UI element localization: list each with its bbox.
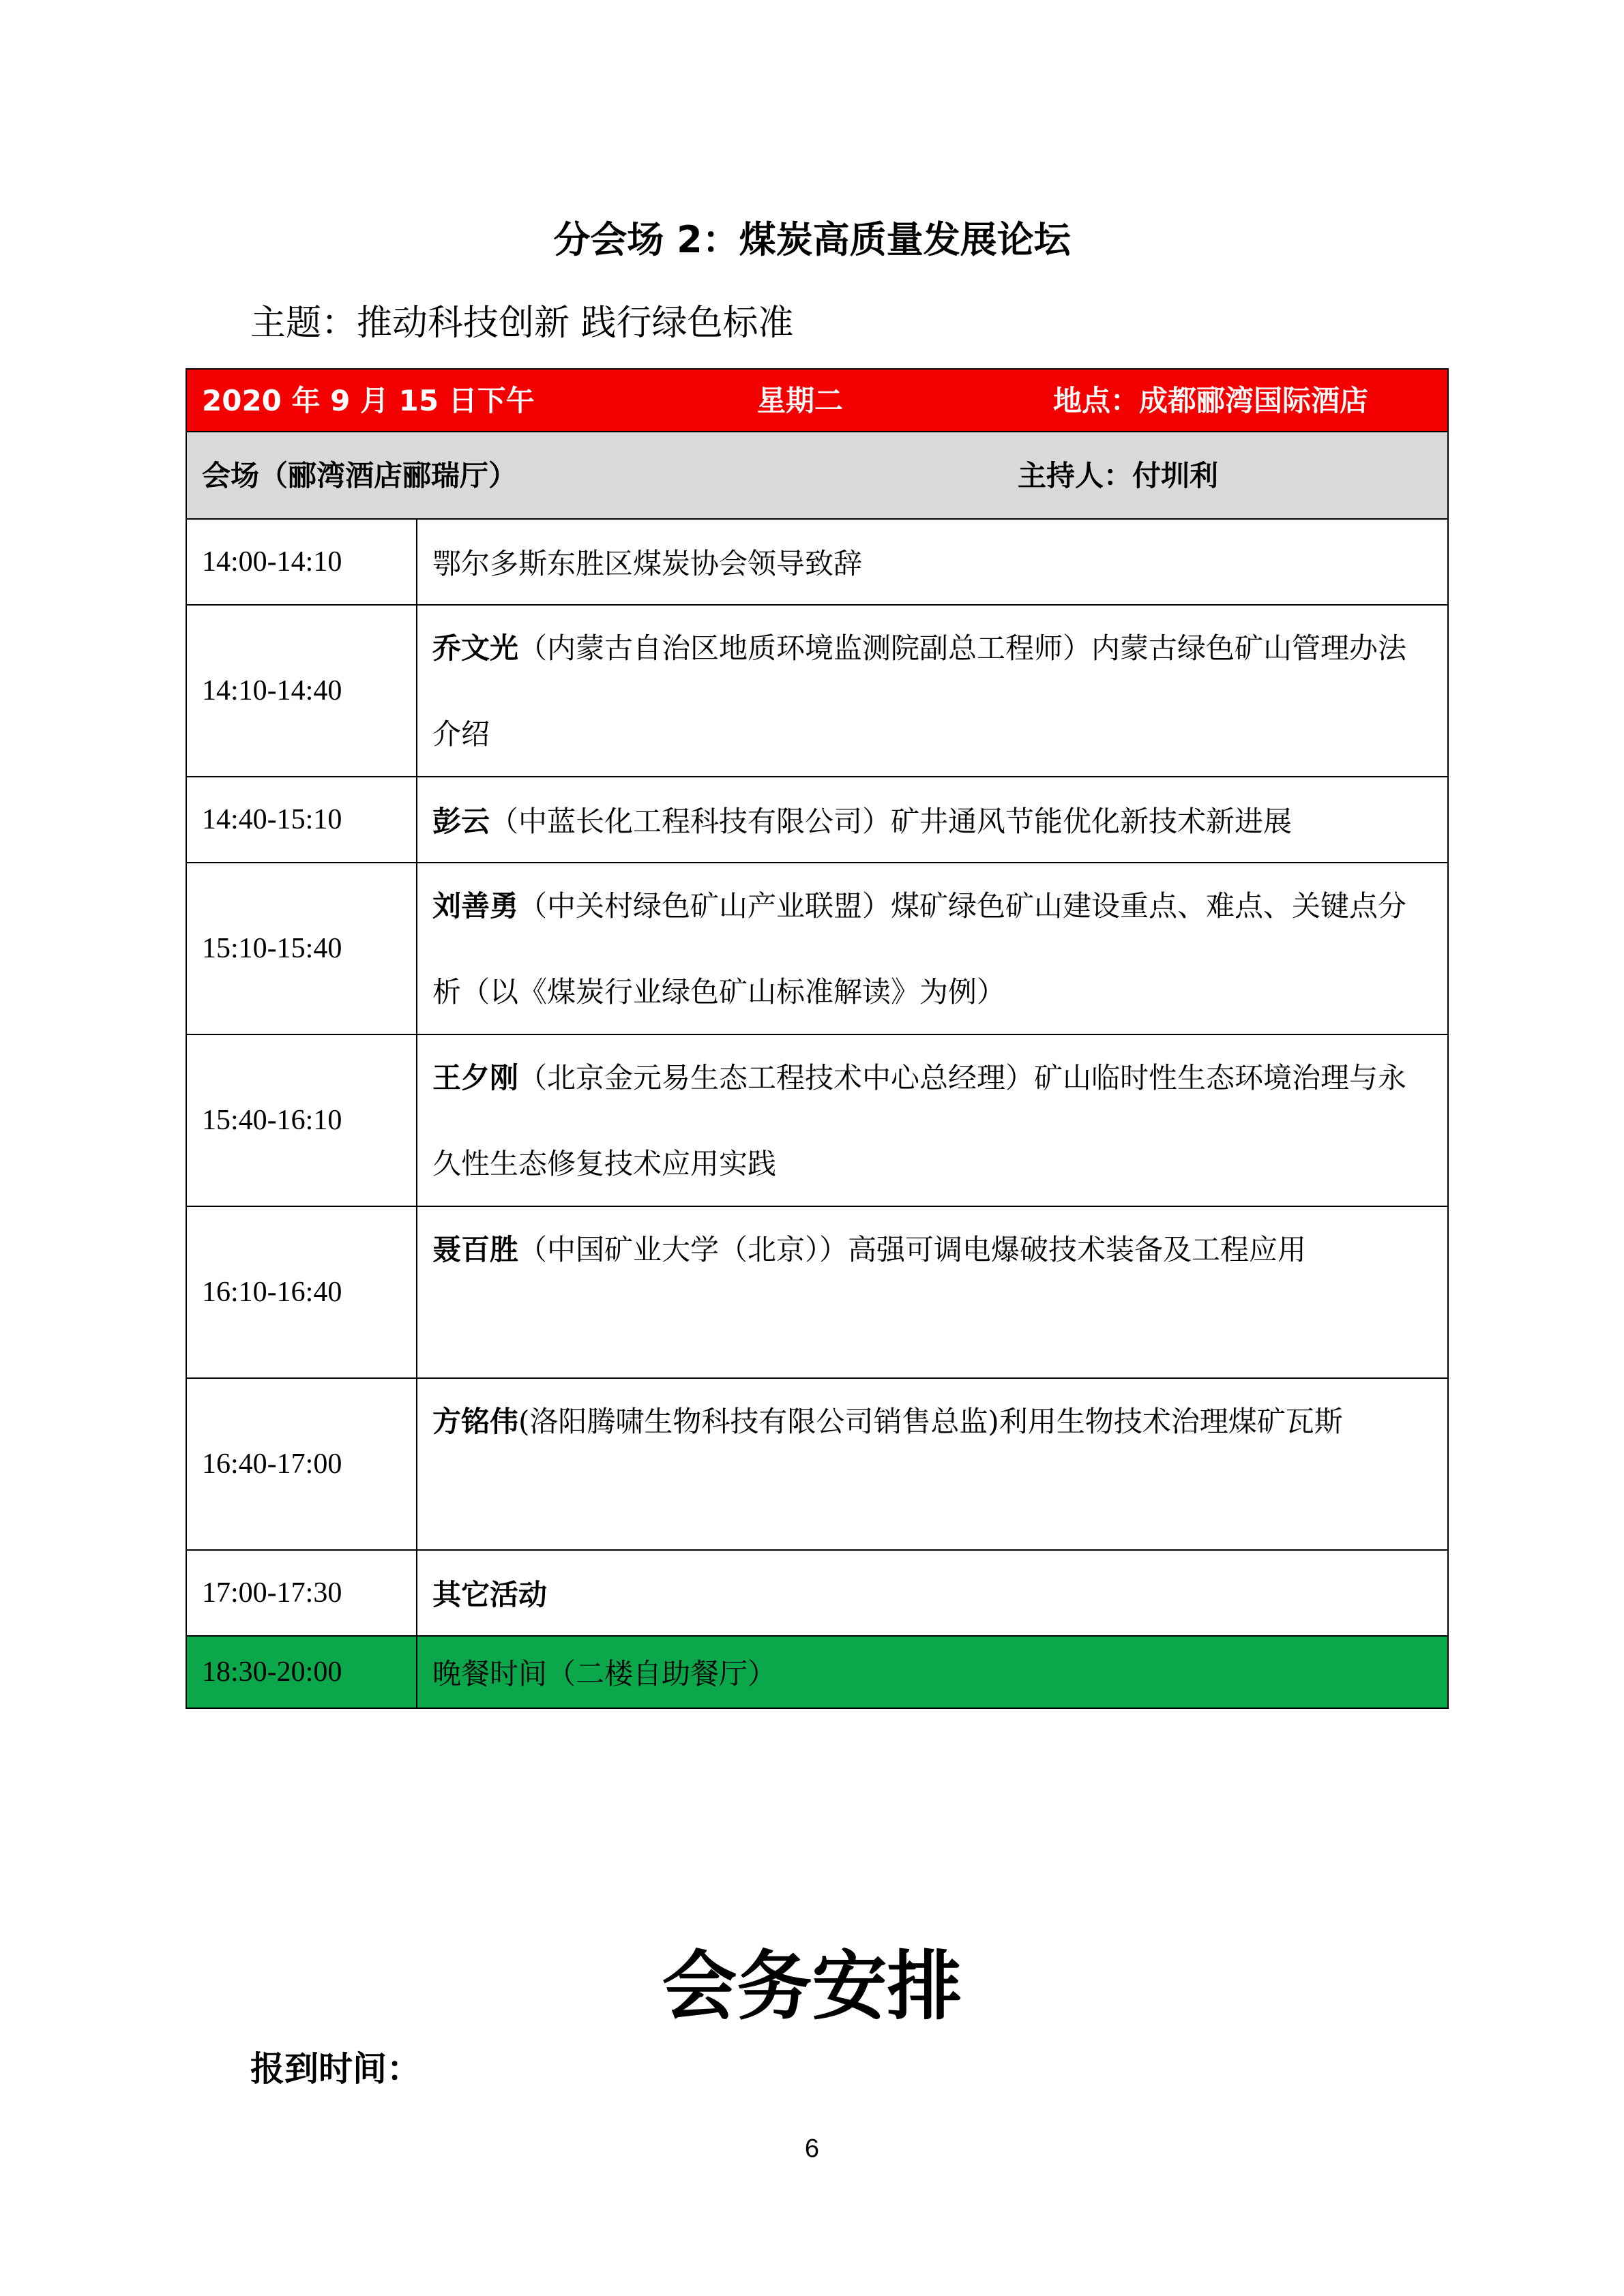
speaker-name: 王夕刚	[432, 1061, 519, 1094]
desc-cell	[417, 1379, 1447, 1549]
session-desc: 鄂尔多斯东胜区煤炭协会领导致辞	[432, 547, 863, 580]
session-desc: (洛阳腾啸生物科技有限公司销售总监)利用生物技术治理煤矿瓦斯	[518, 1405, 1343, 1438]
table-row	[187, 1379, 1447, 1551]
page-number: 6	[804, 2134, 820, 2163]
registration-label: 报到时间：	[250, 2049, 421, 2089]
desc-cell	[417, 863, 1447, 1034]
table-row	[187, 1207, 1447, 1379]
dinner-row	[187, 1637, 1447, 1708]
time-cell: 18:30-20:00	[187, 1637, 417, 1708]
desc-cell	[417, 1207, 1447, 1377]
desc-cell	[417, 1551, 1447, 1635]
header-weekday: 星期二	[757, 384, 844, 417]
session-desc: （北京金元易生态工程技术中心总经理）矿山临时性生态环境治理与永久性生态修复技术应用实践	[432, 1061, 1407, 1180]
header-date: 2020 年 9 月 15 日下午	[202, 384, 535, 417]
time-cell: 15:40-16:10	[187, 1035, 417, 1206]
time-cell: 17:00-17:30	[187, 1551, 417, 1635]
session-desc: （中蓝长化工程科技有限公司）矿井通风节能优化新技术新进展	[490, 805, 1293, 838]
time-cell: 14:00-14:10	[187, 520, 417, 604]
table-row	[187, 1551, 1447, 1637]
desc-cell	[417, 520, 1447, 604]
desc-cell	[417, 1035, 1447, 1206]
table-header-row	[187, 370, 1447, 432]
section-title: 会务安排	[662, 1943, 962, 2030]
time-cell: 14:10-14:40	[187, 606, 417, 776]
schedule-table	[186, 368, 1449, 1709]
desc-cell	[417, 1637, 1447, 1708]
table-row	[187, 777, 1447, 863]
time-cell: 16:40-17:00	[187, 1379, 417, 1549]
time-cell: 16:10-16:40	[187, 1207, 417, 1377]
venue-hall: 会场（郦湾酒店郦瑞厅）	[202, 459, 518, 492]
table-row	[187, 1035, 1447, 1207]
session-desc: （内蒙古自治区地质环境监测院副总工程师）内蒙古绿色矿山管理办法介绍	[432, 631, 1407, 751]
page-title: 分会场 2：煤炭高质量发展论坛	[553, 218, 1071, 261]
session-desc: （中关村绿色矿山产业联盟）煤矿绿色矿山建设重点、难点、关键点分析（以《煤炭行业绿色矿山标准解读》为例）	[432, 889, 1407, 1009]
table-row	[187, 863, 1447, 1035]
venue-host: 主持人：付圳利	[1018, 459, 1219, 492]
desc-cell	[417, 606, 1447, 776]
speaker-name: 乔文光	[432, 631, 519, 665]
speaker-name: 其它活动	[432, 1578, 548, 1611]
speaker-name: 彭云	[432, 805, 490, 838]
session-desc: 晚餐时间（二楼自助餐厅）	[432, 1657, 777, 1690]
table-row	[187, 520, 1447, 606]
speaker-name: 聂百胜	[432, 1233, 519, 1266]
speaker-name: 刘善勇	[432, 889, 519, 923]
time-cell: 15:10-15:40	[187, 863, 417, 1034]
desc-cell	[417, 777, 1447, 862]
session-desc: （中国矿业大学（北京））高强可调电爆破技术装备及工程应用	[518, 1233, 1307, 1266]
time-cell: 14:40-15:10	[187, 777, 417, 862]
table-row	[187, 606, 1447, 777]
speaker-name: 方铭伟	[432, 1405, 519, 1438]
header-location: 地点：成都郦湾国际酒店	[1053, 384, 1369, 417]
venue-row	[187, 432, 1447, 520]
theme-line: 主题：推动科技创新 践行绿色标准	[250, 303, 794, 344]
